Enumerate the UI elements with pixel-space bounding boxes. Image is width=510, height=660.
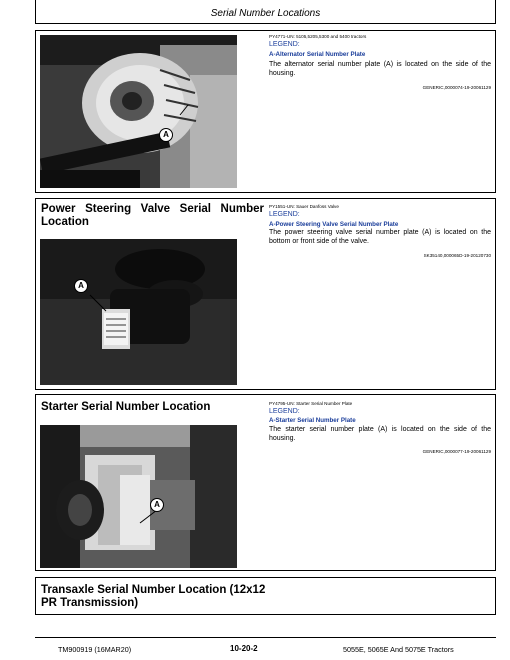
section-title: Starter Serial Number Location — [41, 401, 211, 413]
legend-item: A-Power Steering Valve Serial Number Plate — [269, 221, 399, 228]
legend-item: A-Alternator Serial Number Plate — [269, 51, 366, 58]
legend-label: LEGEND: — [269, 211, 300, 218]
footer-page-number: 10-20-2 — [230, 644, 258, 653]
legend-label: LEGEND: — [269, 41, 300, 48]
alternator-photo — [40, 35, 237, 188]
footer-doc-id: TM900919 (16MAR20) — [58, 645, 132, 654]
callout-a: A — [159, 128, 173, 142]
header-title: Serial Number Locations — [210, 8, 321, 19]
callout-a: A — [74, 279, 88, 293]
section-title: Transaxle Serial Number Location (12x12 PR Transmission) — [41, 584, 266, 609]
body-text: The alternator serial number plate (A) is located on the side of the housing. — [269, 61, 491, 77]
figure-meta: PY4771-UN: 5105,5205,5300 and 5400 tractors — [269, 34, 367, 39]
section-alternator — [35, 30, 496, 193]
footer-rule — [35, 637, 496, 638]
legend-item: A-Starter Serial Number Plate — [269, 417, 356, 424]
legend-label: LEGEND: — [269, 408, 300, 415]
steering-valve-photo — [40, 239, 237, 385]
section-title: Power Steering Valve Serial Number Location — [41, 203, 264, 228]
reference-code: SK35140,000065D-19-20120730 — [423, 253, 491, 258]
reference-code: GENERIC,0000077-19-20061129 — [422, 449, 491, 454]
section-power-steering — [35, 198, 496, 390]
footer-model: 5055E, 5065E And 5075E Tractors — [343, 645, 454, 654]
section-starter — [35, 394, 496, 571]
body-text: The power steering valve serial number plate (A) is located on the bottom or front side of the valve. — [269, 229, 491, 245]
body-text: The starter serial number plate (A) is located on the side of the housing. — [269, 426, 491, 442]
figure-meta: PY1551-UN: Sauer Danfoss Valve — [269, 204, 339, 209]
starter-photo — [40, 425, 237, 568]
page-header — [35, 0, 496, 24]
callout-a: A — [150, 498, 164, 512]
figure-meta: PY4795-UN: Starter Serial Number Plate — [269, 401, 353, 406]
section-transaxle — [35, 577, 496, 615]
reference-code: GENERIC,0000074-19-20061129 — [422, 85, 491, 90]
